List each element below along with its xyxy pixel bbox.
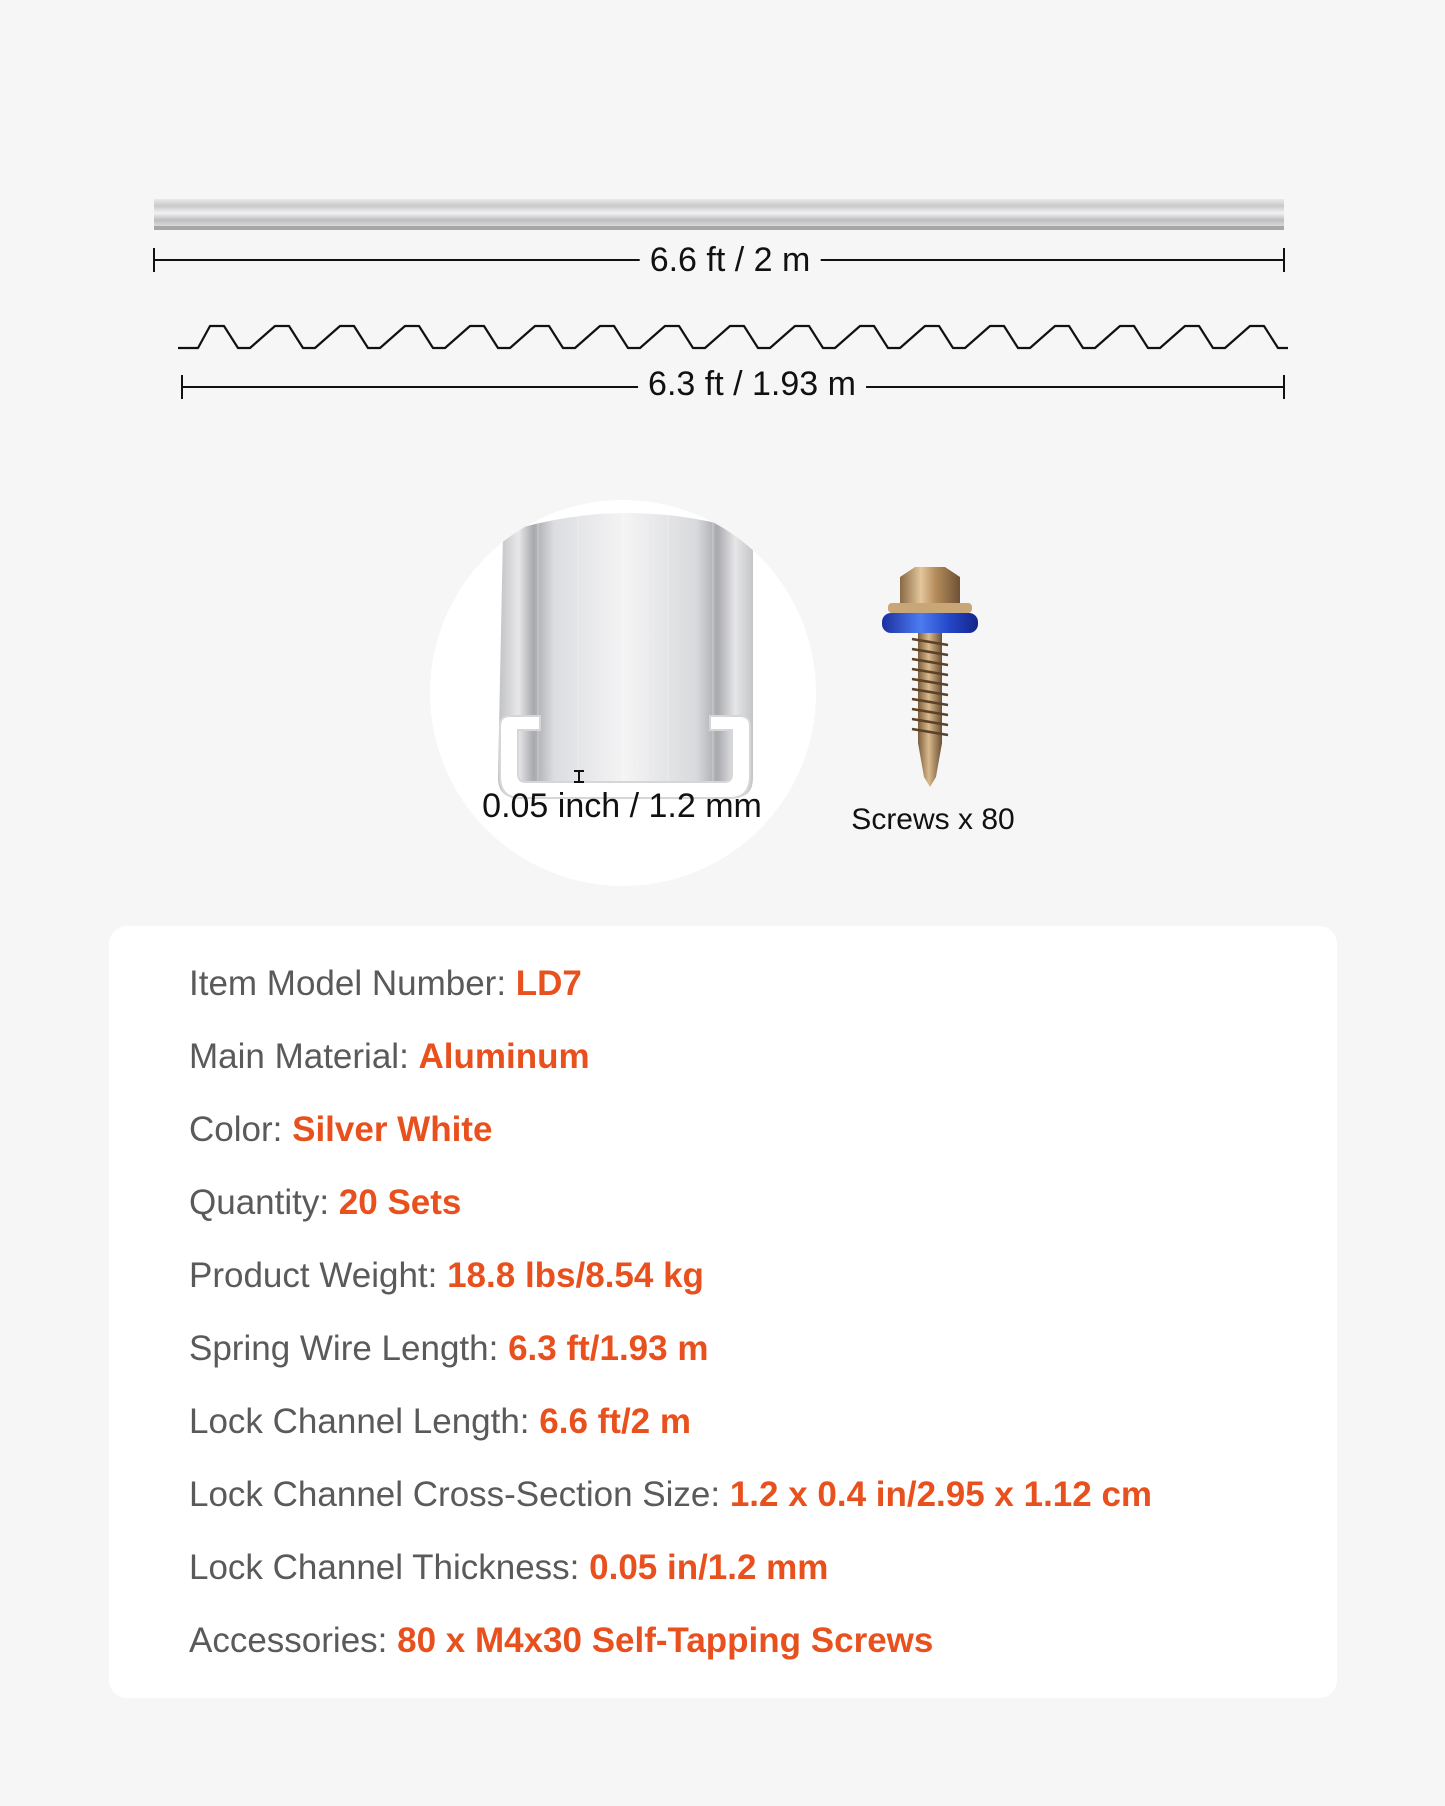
spec-value: 80 x M4x30 Self-Tapping Screws [397, 1621, 934, 1660]
spec-label: Spring Wire Length: [189, 1329, 509, 1368]
thickness-label: 0.05 inch / 1.2 mm [482, 787, 762, 825]
spec-value: 0.05 in/1.2 mm [589, 1548, 829, 1587]
spring-wire-length-label: 6.3 ft / 1.93 m [638, 364, 866, 404]
spec-row-lock-channel-thickness [189, 1546, 828, 1590]
spec-label: Lock Channel Thickness: [189, 1548, 590, 1587]
spec-label: Lock Channel Length: [189, 1402, 540, 1441]
spec-label: Product Weight: [189, 1256, 448, 1295]
spec-value: 18.8 lbs/8.54 kg [447, 1256, 704, 1295]
spec-label: Color: [189, 1110, 293, 1149]
spec-row-color [189, 1108, 492, 1152]
spec-value: 6.6 ft/2 m [539, 1402, 691, 1441]
lock-channel-length-label: 6.6 ft / 2 m [640, 240, 821, 280]
spec-value: 20 Sets [338, 1183, 462, 1222]
spec-value: LD7 [515, 964, 582, 1003]
spec-value: Silver White [292, 1110, 493, 1149]
spec-value: 6.3 ft/1.93 m [508, 1329, 709, 1368]
spec-label: Accessories: [189, 1621, 398, 1660]
screws-quantity-label: Screws x 80 [851, 803, 1015, 836]
spec-value: Aluminum [418, 1037, 590, 1076]
spec-row-cross-section-size [189, 1473, 1152, 1517]
lock-channel-image [150, 195, 1290, 235]
specifications-card [109, 926, 1337, 1698]
spec-label: Main Material: [189, 1037, 419, 1076]
spring-wire-image [178, 318, 1288, 358]
screw-icon [870, 565, 990, 790]
spec-row-accessories [189, 1619, 933, 1663]
spec-value: 1.2 x 0.4 in/2.95 x 1.12 cm [729, 1475, 1153, 1514]
spec-row-model-number [189, 962, 582, 1006]
spec-label: Quantity: [189, 1183, 339, 1222]
spec-row-quantity [189, 1181, 461, 1225]
spec-label: Lock Channel Cross-Section Size: [189, 1475, 730, 1514]
spec-row-spring-wire-length [189, 1327, 708, 1371]
spec-label: Item Model Number: [189, 964, 516, 1003]
lock-channel-cross-section-image [428, 498, 818, 888]
spec-row-lock-channel-length [189, 1400, 691, 1444]
spec-row-main-material [189, 1035, 590, 1079]
spec-row-product-weight [189, 1254, 704, 1298]
